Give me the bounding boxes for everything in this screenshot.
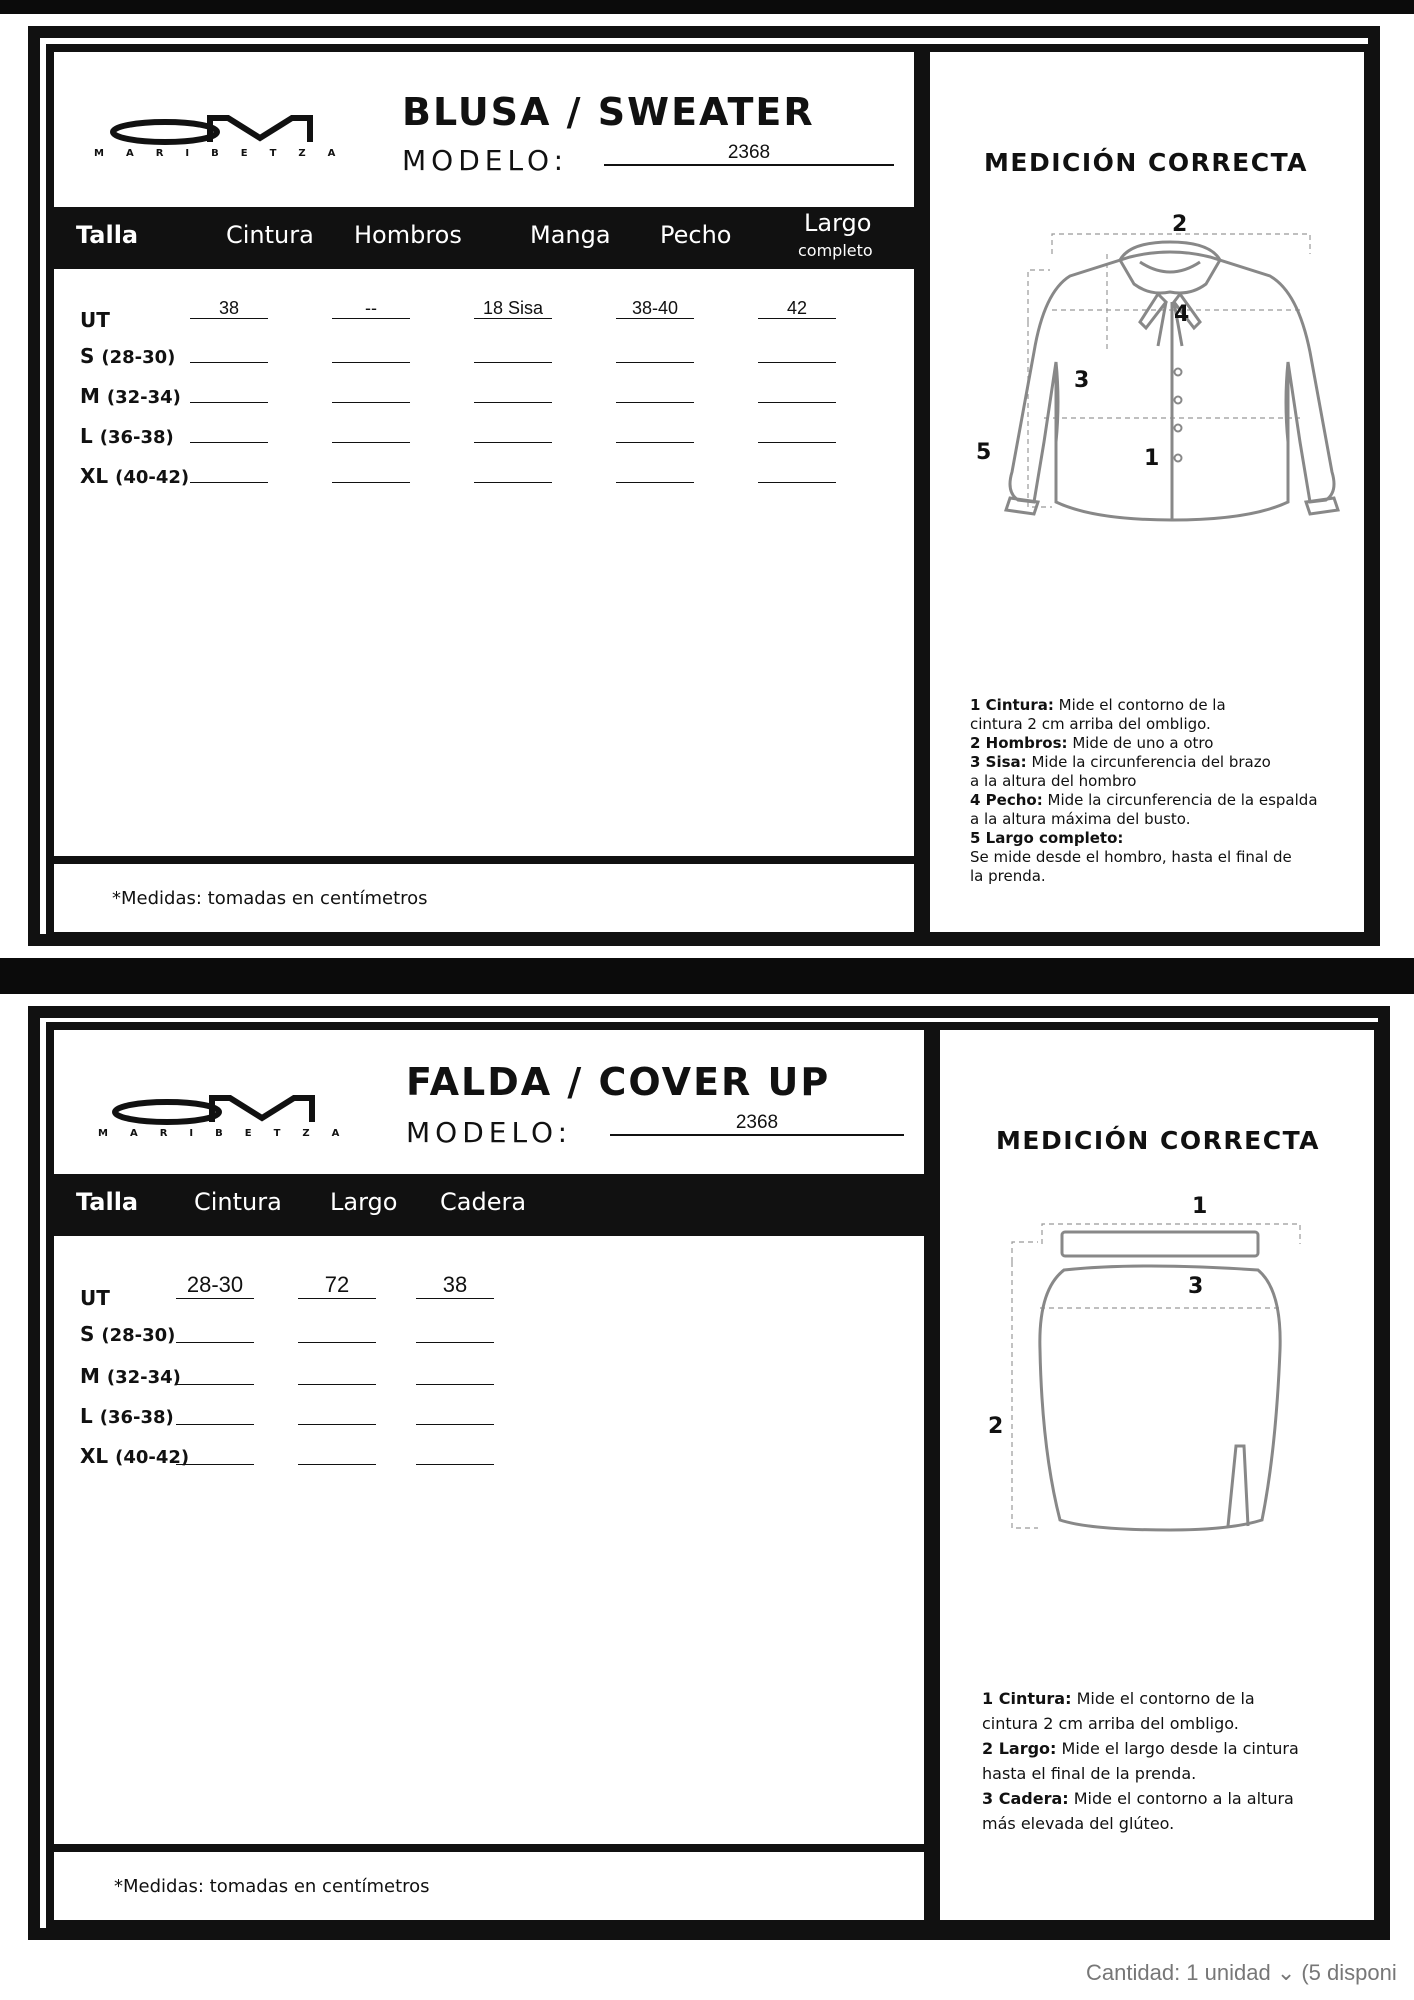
measure-cell xyxy=(616,382,694,403)
note-line: 2 Hombros: Mide de uno a otro xyxy=(970,734,1214,752)
measure-cell xyxy=(474,462,552,483)
header-cintura: Cintura xyxy=(226,221,314,249)
header-cintura: Cintura xyxy=(194,1188,282,1216)
skirt-diagram xyxy=(980,1190,1380,1650)
measure-cell: 72 xyxy=(298,1272,376,1299)
note-line: más elevada del glúteo. xyxy=(982,1814,1175,1833)
measure-cell: 38 xyxy=(190,298,268,319)
note-line: a la altura máxima del busto. xyxy=(970,810,1191,828)
measure-cell xyxy=(416,1438,494,1465)
note-term: 3 Sisa: xyxy=(970,753,1027,771)
measure-cell xyxy=(416,1316,494,1343)
measure-cell xyxy=(758,462,836,483)
measurement-panel xyxy=(932,1022,1382,1928)
size-label-xl xyxy=(80,1444,189,1468)
header-largo: Largo xyxy=(330,1188,398,1216)
size-label-s xyxy=(80,344,175,368)
medicion-title: MEDICIÓN CORRECTA xyxy=(984,148,1309,177)
diagram-label-5: 5 xyxy=(976,440,992,465)
size-code: XL xyxy=(80,464,109,488)
measure-cell xyxy=(616,422,694,443)
table-header xyxy=(54,207,914,269)
measure-cell xyxy=(332,382,410,403)
note-line: cintura 2 cm arriba del ombligo. xyxy=(970,715,1211,733)
table-header xyxy=(54,1174,924,1236)
measure-cell xyxy=(190,382,268,403)
size-range: (32-34) xyxy=(106,387,181,408)
measure-cell: 42 xyxy=(758,298,836,319)
card-title: BLUSA / SWEATER xyxy=(402,90,815,134)
note-term: 1 Cintura: xyxy=(982,1689,1072,1708)
note-line: la prenda. xyxy=(970,867,1046,885)
footnote: *Medidas: tomadas en centímetros xyxy=(114,1876,430,1897)
note-line: 1 Cintura: Mide el contorno de la xyxy=(970,696,1226,714)
measure-cell xyxy=(616,342,694,363)
size-code: M xyxy=(80,1364,100,1388)
size-range: (28-30) xyxy=(101,1325,176,1346)
header-pecho: Pecho xyxy=(660,221,732,249)
note-line xyxy=(970,829,1370,848)
measurement-notes xyxy=(970,696,1370,886)
footnote: *Medidas: tomadas en centímetros xyxy=(112,888,428,909)
modelo-value: 2368 xyxy=(610,1112,904,1136)
measurement-panel xyxy=(922,44,1372,940)
size-label-ut xyxy=(80,308,110,332)
measure-cell xyxy=(332,422,410,443)
measure-cell xyxy=(176,1316,254,1343)
note-term: 3 Cadera: xyxy=(982,1789,1069,1808)
measure-cell xyxy=(176,1398,254,1425)
note-line: hasta el final de la prenda. xyxy=(982,1764,1197,1783)
measurement-notes xyxy=(982,1686,1382,1836)
size-table-panel xyxy=(46,1022,932,1928)
size-label-s xyxy=(80,1322,175,1346)
brand-logo-letters: MARIBETZA xyxy=(98,1128,362,1139)
quantity-selector-text[interactable]: Cantidad: 1 unidad ⌄ (5 disponi xyxy=(1086,1960,1397,1985)
measure-cell xyxy=(758,342,836,363)
measure-cell xyxy=(758,382,836,403)
measure-cell xyxy=(190,422,268,443)
size-range: (40-42) xyxy=(115,467,190,488)
diagram-label-3: 3 xyxy=(1188,1274,1204,1299)
medicion-title: MEDICIÓN CORRECTA xyxy=(996,1126,1321,1155)
size-range: (36-38) xyxy=(99,1407,174,1428)
note-line: cintura 2 cm arriba del ombligo. xyxy=(982,1714,1239,1733)
measure-cell xyxy=(190,342,268,363)
diagram-label-2: 2 xyxy=(1172,212,1188,237)
measure-cell xyxy=(474,342,552,363)
diagram-label-4: 4 xyxy=(1174,302,1190,327)
size-code: XL xyxy=(80,1444,109,1468)
size-code: L xyxy=(80,1404,93,1428)
measure-cell xyxy=(298,1316,376,1343)
size-label-m xyxy=(80,1364,181,1388)
measure-cell: 38-40 xyxy=(616,298,694,319)
size-range: (40-42) xyxy=(115,1447,190,1468)
size-label-l xyxy=(80,1404,174,1428)
header-cadera: Cadera xyxy=(440,1188,527,1216)
measure-cell xyxy=(190,462,268,483)
measure-cell xyxy=(474,422,552,443)
note-term: 2 Hombros: xyxy=(970,734,1068,752)
blusa-size-card xyxy=(0,14,1414,958)
size-code: S xyxy=(80,1322,95,1346)
falda-size-card xyxy=(0,994,1414,1956)
size-range: (36-38) xyxy=(99,427,174,448)
measure-cell xyxy=(416,1398,494,1425)
note-line: Se mide desde el hombro, hasta el final de xyxy=(970,848,1292,866)
size-label-l xyxy=(80,424,174,448)
size-code: L xyxy=(80,424,93,448)
note-line: 4 Pecho: Mide la circunferencia de la espalda xyxy=(970,791,1318,809)
header-hombros: Hombros xyxy=(354,221,462,249)
note-line: 1 Cintura: Mide el contorno de la xyxy=(982,1689,1255,1708)
size-code: UT xyxy=(80,308,110,332)
measure-cell: 18 Sisa xyxy=(474,298,552,319)
measure-cell xyxy=(332,462,410,483)
header-talla: Talla xyxy=(76,221,139,249)
measure-cell xyxy=(298,1438,376,1465)
size-code: M xyxy=(80,384,100,408)
size-table-panel xyxy=(46,44,922,940)
blouse-diagram xyxy=(970,202,1370,662)
card-title: FALDA / COVER UP xyxy=(406,1060,831,1104)
size-label-xl xyxy=(80,464,189,488)
measure-cell xyxy=(176,1438,254,1465)
measure-cell xyxy=(474,382,552,403)
note-line: 2 Largo: Mide el largo desde la cintura xyxy=(982,1739,1299,1758)
diagram-label-1: 1 xyxy=(1192,1194,1208,1219)
brand-logo-letters: MARIBETZA xyxy=(94,148,358,159)
note-line: 3 Sisa: Mide la circunferencia del brazo xyxy=(970,753,1271,771)
note-line: a la altura del hombro xyxy=(970,772,1137,790)
measure-cell: -- xyxy=(332,298,410,319)
size-code: S xyxy=(80,344,95,368)
header-largo-sub: completo xyxy=(798,241,873,260)
size-label-m xyxy=(80,384,181,408)
note-line: 3 Cadera: Mide el contorno a la altura xyxy=(982,1789,1294,1808)
note-term: 2 Largo: xyxy=(982,1739,1057,1758)
note-term: 1 Cintura: xyxy=(970,696,1054,714)
measure-cell xyxy=(616,462,694,483)
measure-cell xyxy=(332,342,410,363)
note-term: 5 Largo completo: xyxy=(970,829,1124,847)
size-label-ut xyxy=(80,1286,110,1310)
note-term: 4 Pecho: xyxy=(970,791,1043,809)
diagram-label-2: 2 xyxy=(988,1414,1004,1439)
header-largo: Largo xyxy=(804,209,872,237)
modelo-label: MODELO: xyxy=(406,1116,573,1149)
measure-cell xyxy=(176,1358,254,1385)
diagram-label-1: 1 xyxy=(1144,446,1160,471)
measure-cell xyxy=(298,1358,376,1385)
size-code: UT xyxy=(80,1286,110,1310)
modelo-value: 2368 xyxy=(604,142,894,166)
size-range: (32-34) xyxy=(106,1367,181,1388)
diagram-label-3: 3 xyxy=(1074,368,1090,393)
modelo-label: MODELO: xyxy=(402,144,569,177)
measure-cell: 28-30 xyxy=(176,1272,254,1299)
measure-cell xyxy=(416,1358,494,1385)
size-range: (28-30) xyxy=(101,347,176,368)
measure-cell: 38 xyxy=(416,1272,494,1299)
header-manga: Manga xyxy=(530,221,611,249)
measure-cell xyxy=(298,1398,376,1425)
measure-cell xyxy=(758,422,836,443)
header-talla: Talla xyxy=(76,1188,139,1216)
